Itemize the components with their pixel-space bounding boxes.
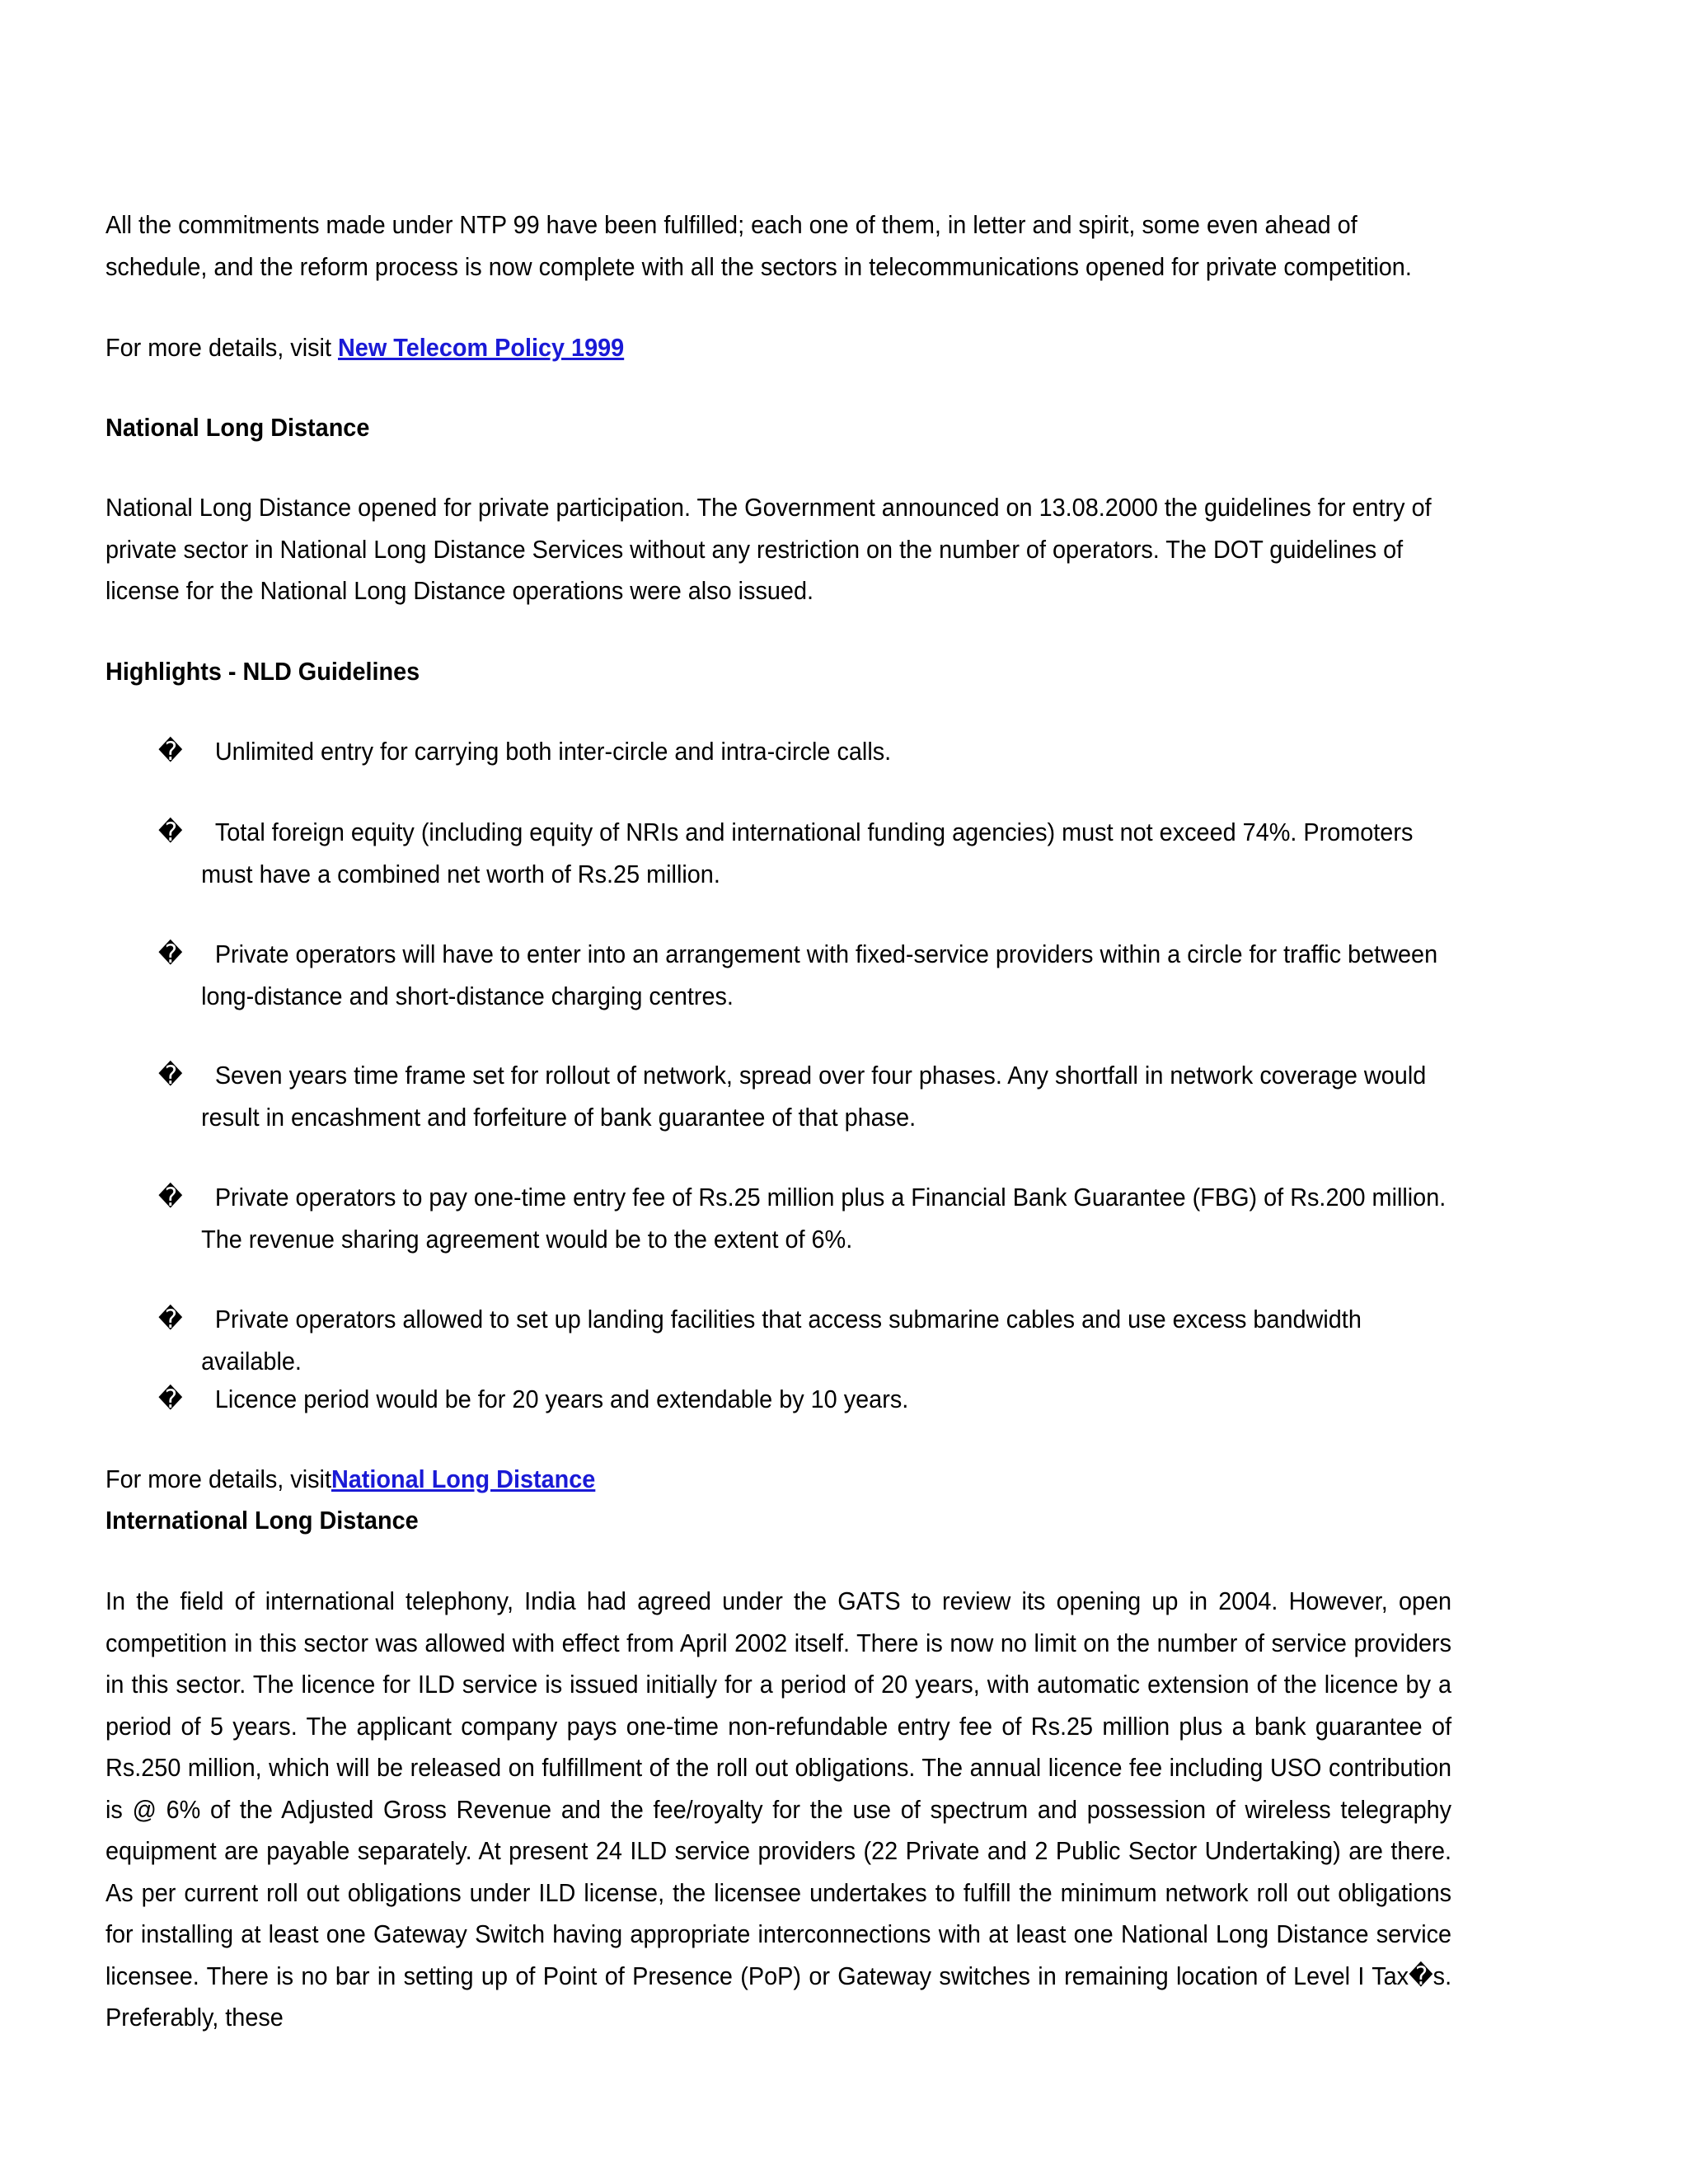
- nld-more-details: [106, 1459, 1451, 1501]
- more-details-prefix: For more details, visit: [106, 1465, 331, 1493]
- list-item-text: Seven years time frame set for rollout of network, spread over four phases. Any shortfall in network coverage would result in encashment and forfeiture of bank guarantee of that phase.: [201, 1061, 1427, 1132]
- list-item: [158, 1379, 1456, 1421]
- ild-heading: International Long Distance: [106, 1506, 419, 1535]
- list-item: [158, 1055, 1456, 1138]
- ild-paragraph: In the field of international telephony, India had agreed under the GATS to review its opening up in 2004. However, open competition in this sector was allowed with effect from April 2002 itself. There is now no limit on the number of service providers in this sector. The licence for ILD service is issued initially for a period of 20 years, with automatic extension of the licence by a period of 5 years. The applicant company pays one-time non-refundable entry fee of Rs.25 million plus a bank guarantee of Rs.250 million, which will be released on fulfillment of the roll out obligations. The annual licence fee including USO contribution is @ 6% of the Adjusted Gross Revenue and the fee/royalty for the use of spectrum and possession of wireless telegraphy equipment are payable separately. At present 24 ILD service providers (22 Private and 2 Public Sector Undertaking) are there. As per current roll out obligations under ILD license, the licensee undertakes to fulfill the minimum network roll out obligations for installing at least one Gateway Switch having appropriate interconnections with at least one National Long Distance service licensee. There is no bar in setting up of Point of Presence (PoP) or Gateway switches in remaining location of Level I Tax�s. Preferably, these: [106, 1586, 1452, 2032]
- nld-heading: National Long Distance: [106, 413, 370, 442]
- list-item-text: Private operators allowed to set up landing facilities that access submarine cables and use excess bandwidth available.: [201, 1305, 1362, 1376]
- highlights-heading: Highlights - NLD Guidelines: [106, 657, 420, 686]
- bullet-icon: �: [158, 818, 183, 847]
- national-long-distance-link[interactable]: National Long Distance: [331, 1465, 596, 1493]
- bullet-icon: �: [158, 940, 183, 969]
- bullet-icon: �: [158, 1183, 183, 1212]
- nld-paragraph: National Long Distance opened for private participation. The Government announced on 13.08.2000 the guidelines for entry of private sector in National Long Distance Services without any restriction on the number of operators. The DOT guidelines of license for the National Long Distance operations were also issued.: [106, 493, 1432, 605]
- bullet-icon: �: [158, 1061, 183, 1090]
- list-item-text: Licence period would be for 20 years and extendable by 10 years.: [214, 1385, 909, 1413]
- list-item: [158, 1177, 1456, 1260]
- intro-paragraph: All the commitments made under NTP 99 have been fulfilled; each one of them, in letter and spirit, some even ahead of schedule, and the reform process is now complete with all the sectors in telecommunications opened for private competition.: [106, 210, 1412, 281]
- intro-more-details: [106, 327, 1451, 369]
- bullet-icon: �: [158, 737, 183, 766]
- list-item-text: Unlimited entry for carrying both inter-circle and intra-circle calls.: [214, 737, 892, 766]
- list-item: [158, 812, 1456, 895]
- list-item: [158, 1299, 1456, 1382]
- new-telecom-policy-link[interactable]: New Telecom Policy 1999: [337, 333, 625, 362]
- list-item: [158, 731, 1456, 773]
- list-item: [158, 934, 1456, 1017]
- list-item-text: Total foreign equity (including equity of NRIs and international funding agencies) must not exceed 74%. Promoters must have a combined net worth of Rs.25 million.: [201, 818, 1414, 888]
- more-details-prefix: For more details, visit: [106, 333, 338, 362]
- list-item-text: Private operators to pay one-time entry fee of Rs.25 million plus a Financial Bank Guarantee (FBG) of Rs.200 million. The revenue sharing agreement would be to the extent of 6%.: [201, 1183, 1447, 1254]
- list-item-text: Private operators will have to enter into an arrangement with fixed-service providers within a circle for traffic between long-distance and short-distance charging centres.: [201, 940, 1438, 1010]
- bullet-icon: �: [158, 1385, 183, 1414]
- bullet-icon: �: [158, 1305, 183, 1334]
